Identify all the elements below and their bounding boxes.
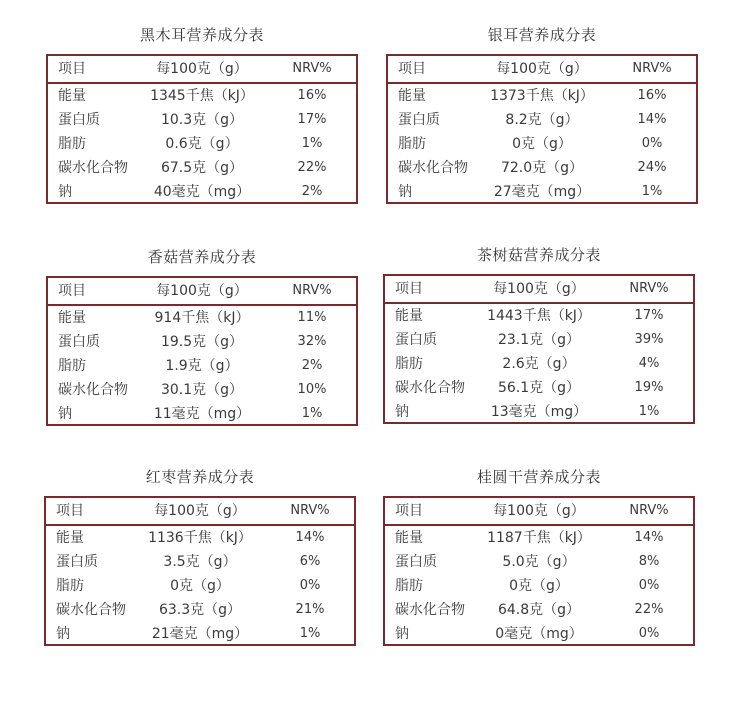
table-panel-tea-tree-mushroom <box>383 240 695 424</box>
table-row <box>385 328 693 352</box>
cell-amount: 23.1克（g） <box>497 332 581 348</box>
table-title: 桂圆干营养成分表 <box>476 468 601 486</box>
cell-nrv: 10% <box>297 382 327 397</box>
cell-amount: 1373千焦（kJ） <box>490 88 594 104</box>
cell-item: 碳水化合物 <box>56 602 126 618</box>
cell-nrv: 14% <box>637 112 667 127</box>
cell-amount: 1136千焦（kJ） <box>148 530 252 546</box>
header-nrv: NRV% <box>629 503 669 518</box>
cell-nrv: 39% <box>634 332 664 347</box>
cell-nrv: 14% <box>634 530 664 545</box>
table-header-row <box>385 499 693 523</box>
header-item: 项目 <box>58 283 86 299</box>
table-row <box>388 132 696 156</box>
cell-item: 碳水化合物 <box>58 160 128 176</box>
table-header-row <box>46 499 354 523</box>
cell-item: 碳水化合物 <box>395 602 465 618</box>
cell-item: 能量 <box>56 530 84 546</box>
cell-amount: 0克（g） <box>170 578 230 594</box>
cell-amount: 56.1克（g） <box>497 380 581 396</box>
cell-item: 钠 <box>395 404 409 420</box>
nutrition-table <box>46 276 358 426</box>
table-row <box>46 526 354 550</box>
table-row <box>385 376 693 400</box>
table-row <box>48 84 356 108</box>
cell-item: 钠 <box>398 184 412 200</box>
cell-nrv: 1% <box>299 626 321 641</box>
cell-amount: 2.6克（g） <box>502 356 576 372</box>
header-nrv: NRV% <box>629 281 669 296</box>
cell-item: 蛋白质 <box>56 554 98 570</box>
cell-amount: 0克（g） <box>512 136 572 152</box>
nutrition-table <box>44 496 356 646</box>
cell-nrv: 11% <box>297 310 327 325</box>
cell-amount: 27毫克（mg） <box>493 184 591 200</box>
header-item: 项目 <box>398 61 426 77</box>
cell-amount: 10.3克（g） <box>160 112 244 128</box>
table-panel-white-fungus <box>386 20 698 204</box>
header-per100g: 每100克（g） <box>493 503 585 519</box>
table-title: 茶树菇营养成分表 <box>476 246 601 264</box>
cell-nrv: 16% <box>637 88 667 103</box>
cell-item: 脂肪 <box>58 358 86 374</box>
table-row <box>385 574 693 598</box>
cell-amount: 72.0克（g） <box>500 160 584 176</box>
cell-nrv: 2% <box>301 184 323 199</box>
cell-item: 碳水化合物 <box>395 380 465 396</box>
table-row <box>48 402 356 426</box>
cell-item: 钠 <box>58 406 72 422</box>
cell-nrv: 1% <box>641 184 663 199</box>
cell-nrv: 2% <box>301 358 323 373</box>
cell-amount: 30.1克（g） <box>160 382 244 398</box>
cell-amount: 1443千焦（kJ） <box>487 308 591 324</box>
header-item: 项目 <box>56 503 84 519</box>
table-header-row <box>388 57 696 81</box>
header-per100g: 每100克（g） <box>154 503 246 519</box>
cell-item: 能量 <box>395 530 423 546</box>
cell-nrv: 0% <box>641 136 663 151</box>
cell-nrv: 1% <box>301 136 323 151</box>
table-panel-red-date <box>44 462 356 646</box>
header-per100g: 每100克（g） <box>496 61 588 77</box>
table-row <box>46 598 354 622</box>
table-row <box>385 304 693 328</box>
cell-amount: 63.3克（g） <box>158 602 242 618</box>
cell-item: 蛋白质 <box>58 112 100 128</box>
table-row <box>48 156 356 180</box>
cell-amount: 1345千焦（kJ） <box>150 88 254 104</box>
table-row <box>48 180 356 204</box>
table-panel-dried-longan <box>383 462 695 646</box>
cell-amount: 5.0克（g） <box>502 554 576 570</box>
cell-amount: 11毫克（mg） <box>153 406 251 422</box>
nutrition-table <box>386 54 698 204</box>
table-row <box>385 526 693 550</box>
cell-nrv: 22% <box>634 602 664 617</box>
header-per100g: 每100克（g） <box>156 61 248 77</box>
cell-amount: 8.2克（g） <box>505 112 579 128</box>
cell-item: 蛋白质 <box>395 332 437 348</box>
cell-item: 能量 <box>395 308 423 324</box>
header-nrv: NRV% <box>292 61 332 76</box>
table-panel-black-fungus <box>46 20 358 204</box>
cell-nrv: 6% <box>299 554 321 569</box>
table-title: 黑木耳营养成分表 <box>139 26 264 44</box>
cell-amount: 19.5克（g） <box>160 334 244 350</box>
cell-nrv: 19% <box>634 380 664 395</box>
cell-amount: 914千焦（kJ） <box>154 310 250 326</box>
cell-amount: 21毫克（mg） <box>151 626 249 642</box>
nutrition-table <box>383 496 695 646</box>
cell-amount: 0克（g） <box>509 578 569 594</box>
table-row <box>385 598 693 622</box>
cell-nrv: 0% <box>638 626 660 641</box>
cell-nrv: 22% <box>297 160 327 175</box>
cell-item: 碳水化合物 <box>398 160 468 176</box>
cell-amount: 1187千焦（kJ） <box>487 530 591 546</box>
header-nrv: NRV% <box>290 503 330 518</box>
header-per100g: 每100克（g） <box>156 283 248 299</box>
cell-nrv: 1% <box>301 406 323 421</box>
table-row <box>385 622 693 646</box>
cell-amount: 40毫克（mg） <box>153 184 251 200</box>
header-per100g: 每100克（g） <box>493 281 585 297</box>
cell-nrv: 0% <box>299 578 321 593</box>
table-row <box>46 574 354 598</box>
cell-nrv: 4% <box>638 356 660 371</box>
cell-nrv: 17% <box>634 308 664 323</box>
cell-item: 能量 <box>398 88 426 104</box>
table-row <box>48 306 356 330</box>
cell-nrv: 24% <box>637 160 667 175</box>
cell-nrv: 14% <box>295 530 325 545</box>
cell-amount: 64.8克（g） <box>497 602 581 618</box>
table-row <box>48 378 356 402</box>
cell-amount: 3.5克（g） <box>163 554 237 570</box>
cell-nrv: 21% <box>295 602 325 617</box>
table-row <box>388 156 696 180</box>
cell-nrv: 8% <box>638 554 660 569</box>
cell-item: 蛋白质 <box>58 334 100 350</box>
cell-amount: 67.5克（g） <box>160 160 244 176</box>
cell-item: 脂肪 <box>56 578 84 594</box>
cell-item: 碳水化合物 <box>58 382 128 398</box>
table-row <box>48 132 356 156</box>
table-header-row <box>385 277 693 301</box>
cell-item: 脂肪 <box>58 136 86 152</box>
nutrition-table <box>46 54 358 204</box>
cell-amount: 13毫克（mg） <box>490 404 588 420</box>
table-title: 银耳营养成分表 <box>487 26 597 44</box>
table-row <box>385 400 693 424</box>
cell-nrv: 16% <box>297 88 327 103</box>
cell-nrv: 32% <box>297 334 327 349</box>
cell-nrv: 1% <box>638 404 660 419</box>
cell-item: 能量 <box>58 310 86 326</box>
table-row <box>46 550 354 574</box>
cell-item: 脂肪 <box>395 578 423 594</box>
table-row <box>388 84 696 108</box>
header-item: 项目 <box>395 503 423 519</box>
table-row <box>385 352 693 376</box>
cell-nrv: 0% <box>638 578 660 593</box>
header-nrv: NRV% <box>292 283 332 298</box>
table-row <box>388 108 696 132</box>
header-item: 项目 <box>395 281 423 297</box>
table-row <box>385 550 693 574</box>
table-row <box>48 330 356 354</box>
table-header-row <box>48 57 356 81</box>
cell-item: 钠 <box>395 626 409 642</box>
cell-item: 脂肪 <box>398 136 426 152</box>
cell-item: 钠 <box>56 626 70 642</box>
nutrition-table <box>383 274 695 424</box>
cell-amount: 1.9克（g） <box>165 358 239 374</box>
table-row <box>48 108 356 132</box>
cell-amount: 0.6克（g） <box>165 136 239 152</box>
cell-item: 能量 <box>58 88 86 104</box>
table-title: 红枣营养成分表 <box>145 468 255 486</box>
table-title: 香菇营养成分表 <box>147 248 257 266</box>
table-panel-shiitake <box>46 242 358 426</box>
cell-item: 蛋白质 <box>398 112 440 128</box>
table-header-row <box>48 279 356 303</box>
cell-item: 蛋白质 <box>395 554 437 570</box>
header-item: 项目 <box>58 61 86 77</box>
cell-amount: 0毫克（mg） <box>495 626 583 642</box>
cell-nrv: 17% <box>297 112 327 127</box>
cell-item: 脂肪 <box>395 356 423 372</box>
table-row <box>388 180 696 204</box>
cell-item: 钠 <box>58 184 72 200</box>
header-nrv: NRV% <box>632 61 672 76</box>
table-row <box>48 354 356 378</box>
table-row <box>46 622 354 646</box>
